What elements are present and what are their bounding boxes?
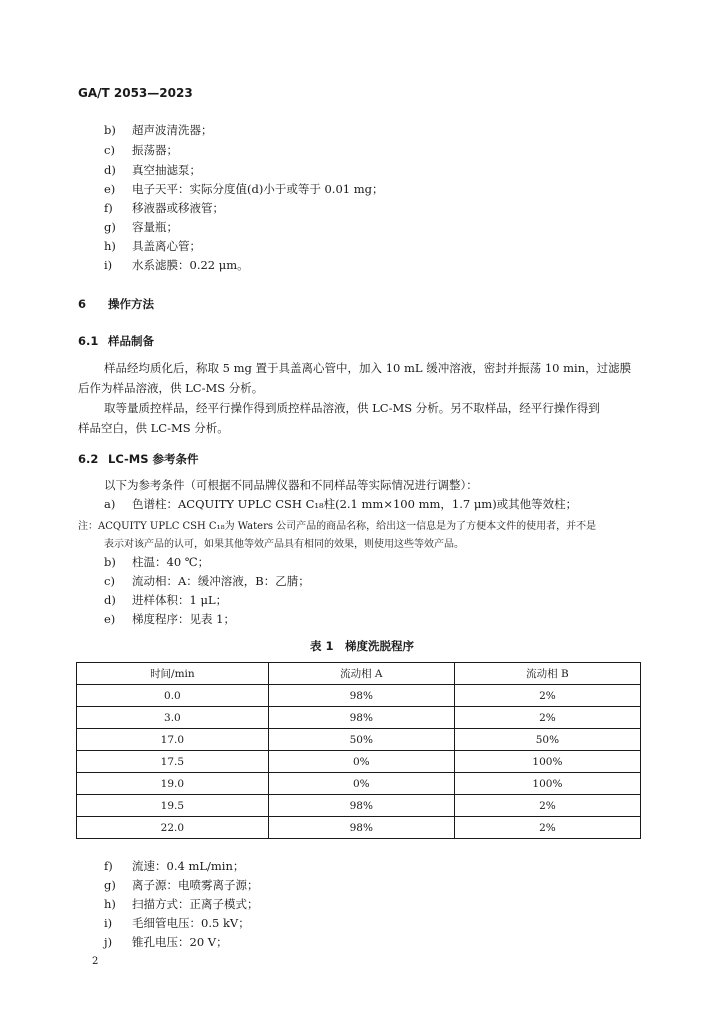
table-caption: 表 1 梯度洗脱程序 (309, 639, 414, 653)
list-item (104, 181, 384, 197)
list-item-text: 电子天平：实际分度值(d)小于或等于 0.01 mg； (132, 182, 384, 196)
list-item (104, 200, 224, 216)
table-header-row (77, 663, 641, 685)
table-cell: 19.0 (77, 773, 269, 795)
list-item-text: 真空抽滤泵； (132, 163, 201, 177)
table-cell: 98% (268, 795, 454, 817)
table-cell: 98% (268, 817, 454, 839)
list-item (104, 573, 310, 589)
section-title: LC-MS 参考条件 (108, 452, 199, 466)
list-item (104, 934, 228, 950)
list-item (104, 592, 227, 608)
list-item-label: e) (104, 612, 116, 626)
document-header: GA/T 2053—2023 (78, 86, 193, 100)
section-heading (78, 333, 154, 349)
list-item-text: 流动相：A：缓冲溶液，B：乙腈； (132, 574, 310, 588)
list-item-label: i) (104, 916, 113, 930)
section-title: 操作方法 (108, 297, 154, 311)
section-number: 6.1 (78, 334, 99, 348)
table-row (77, 795, 641, 817)
list-item-label: j) (104, 935, 113, 949)
list-item (104, 162, 201, 178)
list-item (104, 122, 213, 138)
list-item-label: h) (104, 897, 116, 911)
paragraph-line: 取等量质控样品，经平行操作得到质控样品溶液，供 LC-MS 分析。另不取样品，经平行操作得到 (104, 401, 600, 415)
table-cell: 50% (454, 729, 640, 751)
list-item-text: 具盖离心管； (132, 239, 201, 253)
list-item (104, 238, 201, 254)
column-header: 时间/min (77, 663, 269, 685)
list-item-text: 离子源：电喷雾离子源； (132, 878, 259, 892)
list-item-label: g) (104, 220, 116, 234)
list-item (104, 915, 250, 931)
list-item-text: 超声波清洗器； (132, 123, 213, 137)
paragraph-line: 以下为参考条件（可根据不同品牌仪器和不同样品等实际情况进行调整）： (104, 478, 478, 492)
list-item (104, 858, 244, 874)
list-item-text: 锥孔电压：20 V； (132, 935, 228, 949)
list-item-label: b) (104, 555, 116, 569)
list-item-label: f) (104, 859, 113, 873)
list-item (104, 219, 178, 235)
paragraph-line: 后作为样品溶液，供 LC-MS 分析。 (78, 381, 264, 395)
table-cell: 0% (268, 751, 454, 773)
list-item-label: c) (104, 143, 115, 157)
note-line: 注：ACQUITY UPLC CSH C₁₈为 Waters 公司产品的商品名称，给出这一信息是为了方便本文件的使用者，并不是 (78, 521, 597, 532)
list-item (104, 257, 249, 273)
list-item-text: 容量瓶； (132, 220, 178, 234)
list-item-label: b) (104, 123, 116, 137)
list-item-text: 移液器或移液管； (132, 201, 224, 215)
list-item-text: 柱温：40 ℃； (132, 555, 210, 569)
table-cell: 100% (454, 773, 640, 795)
list-item-label: e) (104, 182, 116, 196)
table-cell: 2% (454, 817, 640, 839)
table-cell: 98% (268, 707, 454, 729)
table-row (77, 729, 641, 751)
list-item-text: 扫描方式：正离子模式； (132, 897, 259, 911)
list-item-label: d) (104, 163, 116, 177)
page-number: 2 (92, 956, 99, 967)
table-cell: 17.5 (77, 751, 269, 773)
column-header: 流动相 B (454, 663, 640, 685)
list-item-label: g) (104, 878, 116, 892)
table-cell: 3.0 (77, 707, 269, 729)
list-item-text: 水系滤膜：0.22 μm。 (132, 258, 249, 272)
list-item (104, 877, 259, 893)
table-row (77, 751, 641, 773)
list-item-text: 梯度程序：见表 1； (132, 612, 235, 626)
list-item-label: d) (104, 593, 116, 607)
list-item-text: 流速：0.4 mL/min； (132, 859, 245, 873)
list-item (104, 554, 209, 570)
table-cell: 19.5 (77, 795, 269, 817)
table-cell: 0% (268, 773, 454, 795)
list-item-label: h) (104, 239, 116, 253)
list-item-text: 进样体积：1 μL； (132, 593, 228, 607)
section-number: 6 (78, 297, 87, 311)
gradient-table (76, 662, 641, 839)
list-item-label: c) (104, 574, 115, 588)
table-row (77, 707, 641, 729)
list-item-label: f) (104, 201, 113, 215)
section-number: 6.2 (78, 452, 99, 466)
list-item-text: 色谱柱：ACQUITY UPLC CSH C₁₈柱(2.1 mm×100 mm，1.7 μm)或其他等效柱； (132, 497, 578, 511)
table-row (77, 817, 641, 839)
table-row (77, 685, 641, 707)
paragraph-line: 样品经均质化后，称取 5 mg 置于具盖离心管中，加入 10 mL 缓冲溶液，密封并振荡 10 min，过滤膜 (104, 361, 632, 375)
table-cell: 98% (268, 685, 454, 707)
list-item-label: i) (104, 258, 113, 272)
section-heading (78, 451, 199, 467)
table-cell: 100% (454, 751, 640, 773)
table-cell: 2% (454, 795, 640, 817)
list-item-text: 毛细管电压：0.5 kV； (132, 916, 250, 930)
table-cell: 2% (454, 707, 640, 729)
table-row (77, 773, 641, 795)
note-line: 表示对该产品的认可，如果其他等效产品具有相同的效果，则使用这些等效产品。 (104, 539, 464, 550)
section-heading (78, 296, 154, 312)
list-item (104, 611, 235, 627)
list-item-text: 振荡器； (132, 143, 178, 157)
list-item (104, 896, 259, 912)
table-cell: 17.0 (77, 729, 269, 751)
list-item (104, 142, 178, 158)
table-cell: 0.0 (77, 685, 269, 707)
column-header: 流动相 A (268, 663, 454, 685)
table-cell: 50% (268, 729, 454, 751)
table-cell: 2% (454, 685, 640, 707)
list-item (104, 496, 577, 512)
paragraph-line: 样品空白，供 LC-MS 分析。 (78, 421, 229, 435)
list-item-label: a) (104, 497, 116, 511)
section-title: 样品制备 (108, 334, 154, 348)
table-cell: 22.0 (77, 817, 269, 839)
